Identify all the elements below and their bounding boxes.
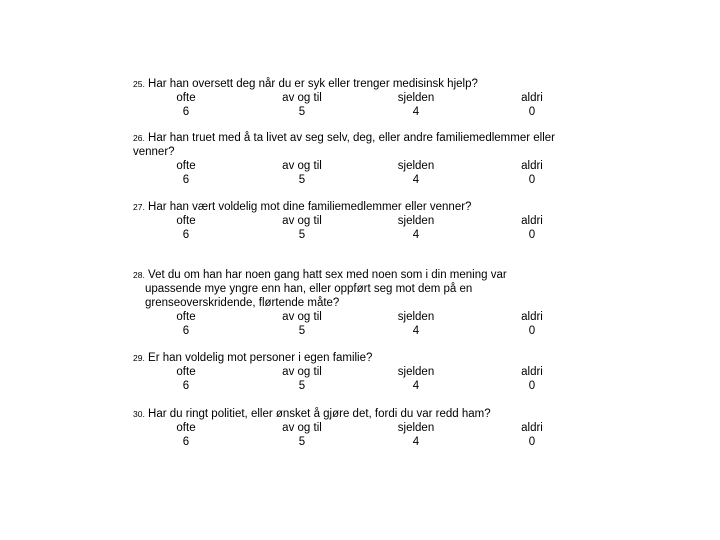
option-sjelden — [388, 421, 444, 449]
question-26 — [133, 131, 613, 189]
option-aldri — [505, 310, 559, 338]
option-aldri — [505, 91, 559, 119]
option-label: sjelden — [397, 366, 435, 378]
option-label: ofte — [176, 366, 196, 378]
answer-options — [133, 91, 613, 121]
question-text — [133, 131, 613, 145]
option-av-og-til — [274, 421, 330, 449]
question-number: 27. — [133, 202, 145, 212]
question-25 — [133, 77, 613, 121]
option-label: aldri — [521, 92, 543, 104]
question-text — [133, 351, 613, 365]
option-ofte — [160, 214, 212, 242]
option-label: sjelden — [397, 422, 435, 434]
option-label: av og til — [282, 422, 322, 434]
option-score: 5 — [298, 229, 306, 241]
option-score: 6 — [182, 174, 190, 186]
option-ofte — [160, 159, 212, 187]
question-number: 28. — [133, 270, 145, 280]
option-label: ofte — [176, 422, 196, 434]
question-line: Er han voldelig mot personer i egen familie? — [148, 352, 373, 364]
option-aldri — [505, 365, 559, 393]
question-number: 26. — [133, 133, 145, 143]
option-label: aldri — [521, 215, 543, 227]
option-label: ofte — [176, 92, 196, 104]
option-av-og-til — [274, 214, 330, 242]
option-ofte — [160, 365, 212, 393]
option-score: 6 — [182, 106, 190, 118]
option-sjelden — [388, 310, 444, 338]
option-score: 6 — [182, 436, 190, 448]
question-28 — [133, 268, 613, 340]
option-label: sjelden — [397, 92, 435, 104]
option-score: 0 — [528, 106, 536, 118]
answer-options — [133, 365, 613, 395]
question-text-continued — [133, 296, 613, 310]
question-text — [133, 77, 613, 91]
option-score: 4 — [412, 174, 420, 186]
question-text — [133, 200, 613, 214]
answer-options — [133, 421, 613, 451]
option-score: 5 — [298, 380, 306, 392]
option-sjelden — [388, 91, 444, 119]
option-score: 5 — [298, 106, 306, 118]
option-label: av og til — [282, 92, 322, 104]
option-av-og-til — [274, 91, 330, 119]
option-score: 6 — [182, 380, 190, 392]
option-score: 6 — [182, 325, 190, 337]
question-27 — [133, 200, 613, 244]
option-sjelden — [388, 214, 444, 242]
option-label: aldri — [521, 160, 543, 172]
question-line: Har han truet med å ta livet av seg selv, deg, eller andre familiemedlemmer eller — [148, 132, 555, 144]
option-ofte — [160, 310, 212, 338]
question-line: Vet du om han har noen gang hatt sex med noen som i din mening var — [148, 269, 507, 281]
question-text — [133, 268, 613, 282]
option-label: av og til — [282, 160, 322, 172]
option-label: sjelden — [397, 215, 435, 227]
option-av-og-til — [274, 310, 330, 338]
answer-options — [133, 310, 613, 340]
question-line: upassende mye yngre enn han, eller oppført seg mot dem på en — [145, 283, 473, 295]
option-ofte — [160, 421, 212, 449]
option-label: ofte — [176, 215, 196, 227]
question-line: grenseoverskridende, flørtende måte? — [145, 297, 340, 309]
option-label: sjelden — [397, 311, 435, 323]
option-score: 0 — [528, 436, 536, 448]
option-score: 0 — [528, 174, 536, 186]
option-score: 4 — [412, 380, 420, 392]
option-aldri — [505, 214, 559, 242]
answer-options — [133, 214, 613, 244]
option-av-og-til — [274, 365, 330, 393]
option-score: 5 — [298, 436, 306, 448]
option-score: 4 — [412, 436, 420, 448]
option-score: 5 — [298, 325, 306, 337]
question-text-continued — [133, 282, 613, 296]
question-29 — [133, 351, 613, 395]
option-av-og-til — [274, 159, 330, 187]
option-label: aldri — [521, 366, 543, 378]
option-label: ofte — [176, 160, 196, 172]
option-score: 0 — [528, 380, 536, 392]
question-text-continued — [133, 145, 613, 159]
question-number: 30. — [133, 409, 145, 419]
option-label: aldri — [521, 311, 543, 323]
option-score: 4 — [412, 229, 420, 241]
question-number: 29. — [133, 353, 145, 363]
option-label: ofte — [176, 311, 196, 323]
option-score: 6 — [182, 229, 190, 241]
option-label: sjelden — [397, 160, 435, 172]
option-score: 0 — [528, 325, 536, 337]
option-label: av og til — [282, 366, 322, 378]
option-sjelden — [388, 159, 444, 187]
option-label: aldri — [521, 422, 543, 434]
option-sjelden — [388, 365, 444, 393]
option-score: 0 — [528, 229, 536, 241]
option-aldri — [505, 421, 559, 449]
question-text — [133, 407, 613, 421]
question-line: Har han vært voldelig mot dine familiemedlemmer eller venner? — [148, 201, 472, 213]
option-score: 4 — [412, 325, 420, 337]
option-score: 5 — [298, 174, 306, 186]
answer-options — [133, 159, 613, 189]
question-number: 25. — [133, 79, 145, 89]
question-30 — [133, 407, 613, 451]
option-label: av og til — [282, 215, 322, 227]
question-line: Har du ringt politiet, eller ønsket å gjøre det, fordi du var redd ham? — [148, 408, 491, 420]
option-score: 4 — [412, 106, 420, 118]
question-line: Har han oversett deg når du er syk eller trenger medisinsk hjelp? — [148, 78, 478, 90]
option-ofte — [160, 91, 212, 119]
question-line: venner? — [133, 146, 175, 158]
option-aldri — [505, 159, 559, 187]
option-label: av og til — [282, 311, 322, 323]
